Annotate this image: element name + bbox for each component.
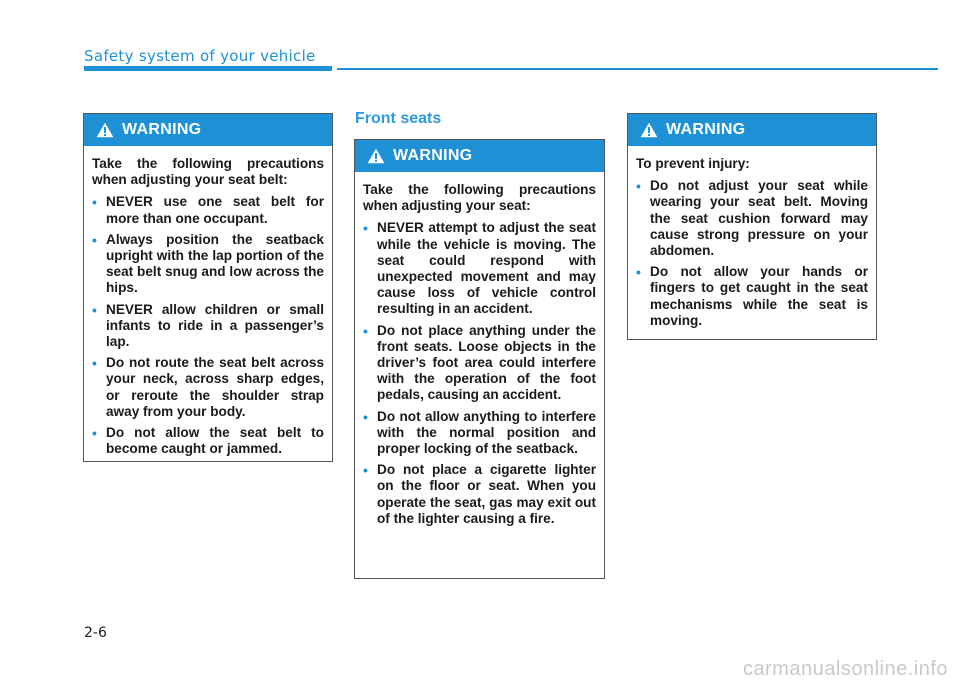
warning-list [92,194,324,457]
bullet-icon: • [92,355,97,372]
warning-box-injury [627,113,877,340]
warning-triangle-icon [367,148,385,164]
warning-box-seat-belt [83,113,333,462]
bullet-icon: • [92,301,97,318]
list-item: • Do not allow the seat belt to become caught or jammed. [92,425,324,457]
warning-box-seat-adjust [354,139,605,579]
list-item: • Do not allow your hands or fingers to get caught in the seat mechanisms while the seat is moving. [636,264,868,328]
warning-intro: To prevent injury: [636,156,750,171]
list-item: • Do not place anything under the front seats. Loose objects in the driver’s foot area could interfere with the operation of the foot pedals, causing an accident. [363,322,596,403]
warning-triangle-icon [96,122,114,138]
list-item: • NEVER allow children or small infants to ride in a passenger’s lap. [92,301,324,350]
bullet-icon: • [363,462,368,479]
list-item: • Do not route the seat belt across your neck, across sharp edges, or reroute the shoulder strap away from your body. [92,355,324,419]
list-item: • Do not place a cigarette lighter on the floor or seat. When you operate the seat, gas may exit out of the lighter causing a fire. [363,462,596,526]
warning-intro: Take the following precautions when adjusting your seat: [363,182,596,214]
warning-header [355,140,604,172]
bullet-icon: • [92,425,97,442]
bullet-icon: • [363,408,368,425]
warning-list [363,220,596,527]
section-title: Front seats [355,110,442,127]
page-header-title: Safety system of your vehicle [84,47,316,65]
bullet-icon: • [92,231,97,248]
header-rule-thick [84,66,332,71]
bullet-icon: • [363,322,368,339]
bullet-icon: • [636,264,641,281]
page-number: 2-6 [84,625,107,641]
warning-header [628,114,876,146]
list-item: • NEVER use one seat belt for more than one occupant. [92,194,324,226]
list-item: • NEVER attempt to adjust the seat while the vehicle is moving. The seat could respond with unexpected movement and may cause loss of vehicle control resulting in an accident. [363,220,596,317]
warning-heading: WARNING [393,147,473,164]
warning-list [636,178,868,329]
warning-heading: WARNING [122,121,202,138]
list-item: • Do not allow anything to interfere with the normal position and proper locking of the seatback. [363,408,596,457]
watermark: carmanualsonline.info [742,658,948,680]
warning-triangle-icon [640,122,658,138]
warning-header [84,114,332,146]
warning-intro: Take the following precautions when adjusting your seat belt: [92,156,324,188]
header-rule-thin [337,68,938,70]
list-item: • Always position the seatback upright with the lap portion of the seat belt snug and low across the hips. [92,231,324,296]
warning-body [628,146,876,344]
bullet-icon: • [636,178,641,195]
warning-heading: WARNING [666,121,746,138]
bullet-icon: • [363,220,368,237]
warning-body [355,172,604,542]
warning-body [84,146,332,472]
list-item: • Do not adjust your seat while wearing your seat belt. Moving the seat cushion forward may cause strong pressure on your abdomen. [636,178,868,259]
bullet-icon: • [92,194,97,211]
